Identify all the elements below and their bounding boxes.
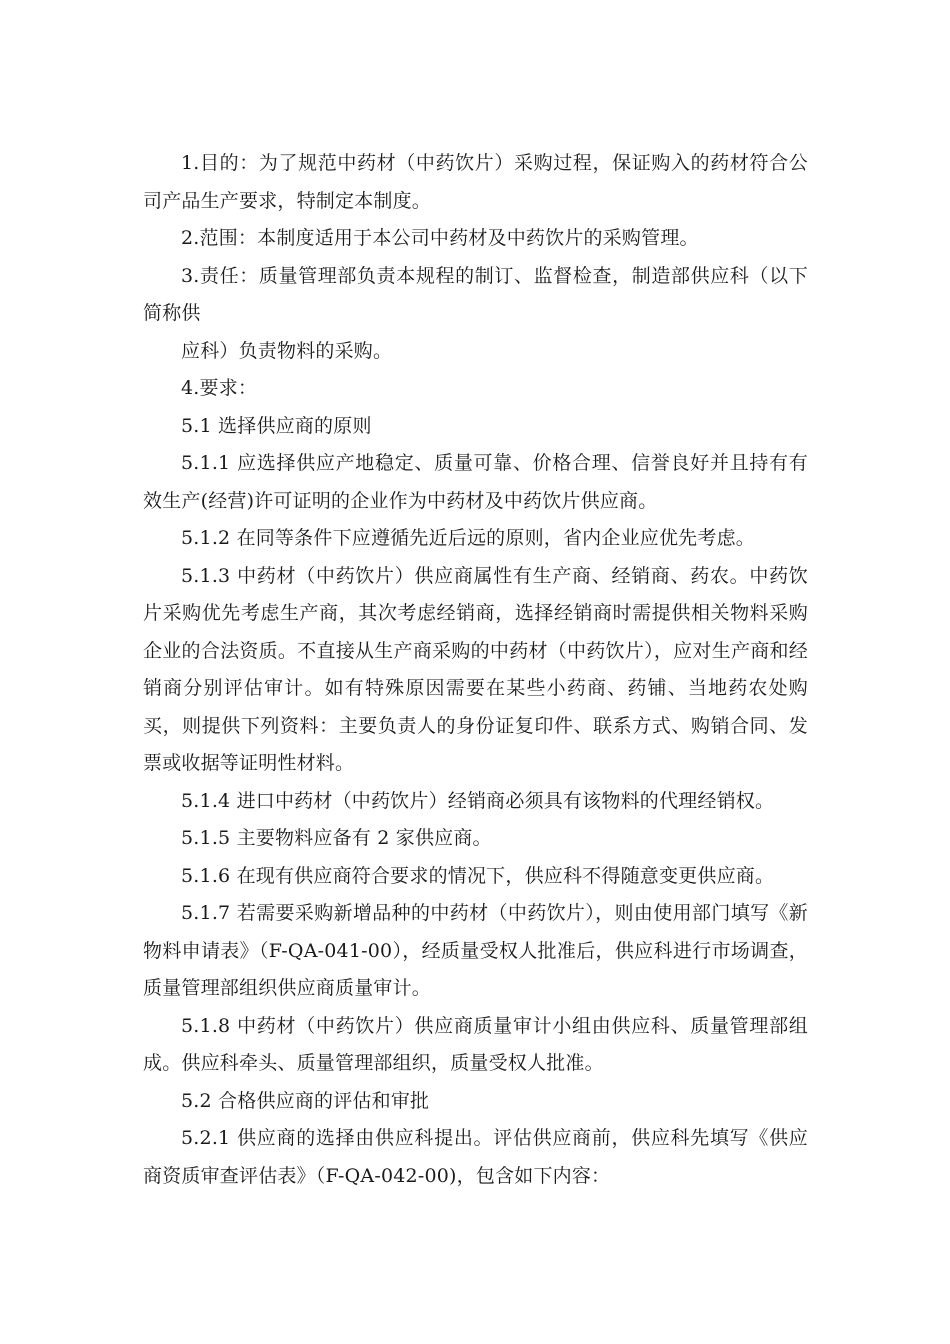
paragraph-5-1-4: 5.1.4 进口中药材（中药饮片）经销商必须具有该物料的代理经销权。: [181, 789, 775, 812]
section-heading-5-1: 5.1 选择供应商的原则: [181, 414, 372, 437]
document-body: [143, 145, 808, 1195]
paragraph-5-1-5: 5.1.5 主要物料应备有 2 家供应商。: [181, 827, 492, 849]
paragraph-purpose: 1.目的：为了规范中药材（中药饮片）采购过程，保证购入的药材符合公司产品生产要求，特制定本制度。: [143, 152, 808, 212]
paragraph-5-1-1: 5.1.1 应选择供应产地稳定、质量可靠、价格合理、信誉良好并且持有有效生产(经营)许可证明的企业作为中药材及中药饮片供应商。: [143, 452, 808, 512]
paragraph-5-1-6: 5.1.6 在现有供应商符合要求的情况下，供应科不得随意变更供应商。: [181, 864, 775, 887]
paragraph-responsibility: 3.责任：质量管理部负责本规程的制订、监督检查，制造部供应科（以下简称供: [143, 264, 808, 324]
section-heading-5-2: 5.2 合格供应商的评估和审批: [181, 1089, 430, 1112]
paragraph-5-1-2: 5.1.2 在同等条件下应遵循先近后远的原则，省内企业应优先考虑。: [181, 527, 755, 549]
paragraph-5-2-1: 5.2.1 供应商的选择由供应科提出。评估供应商前，供应科先填写《供应商资质审查评估表》（F-QA-042-00)，包含如下内容：: [143, 1127, 808, 1187]
paragraph-5-1-7: 5.1.7 若需要采购新增品种的中药材（中药饮片），则由使用部门填写《新物料申请表》（F-QA-041-00），经质量受权人批准后，供应科进行市场调查，质量管理部组织供应商质量审计。: [143, 902, 808, 999]
paragraph-5-1-3: 5.1.3 中药材（中药饮片）供应商属性有生产商、经销商、药农。中药饮片采购优先考虑生产商，其次考虑经销商，选择经销商时需提供相关物料采购企业的合法资质。不直接从生产商采购的中药材（中药饮片），应对生产商和经销商分别评估审计。如有特殊原因需要在某些小药商、药铺、当地药农处购买，则提供下列资料：主要负责人的身份证复印件、联系方式、购销合同、发票或收据等证明性材料。: [143, 564, 808, 774]
paragraph-scope: 2.范围：本制度适用于本公司中药材及中药饮片的采购管理。: [181, 227, 699, 249]
paragraph-responsibility-continued: 应科）负责物料的采购。: [181, 339, 393, 362]
paragraph-5-1-8: 5.1.8 中药材（中药饮片）供应商质量审计小组由供应科、质量管理部组成。供应科牵头、质量管理部组织，质量受权人批准。: [143, 1014, 808, 1074]
paragraph-requirements: 4.要求：: [181, 377, 258, 399]
